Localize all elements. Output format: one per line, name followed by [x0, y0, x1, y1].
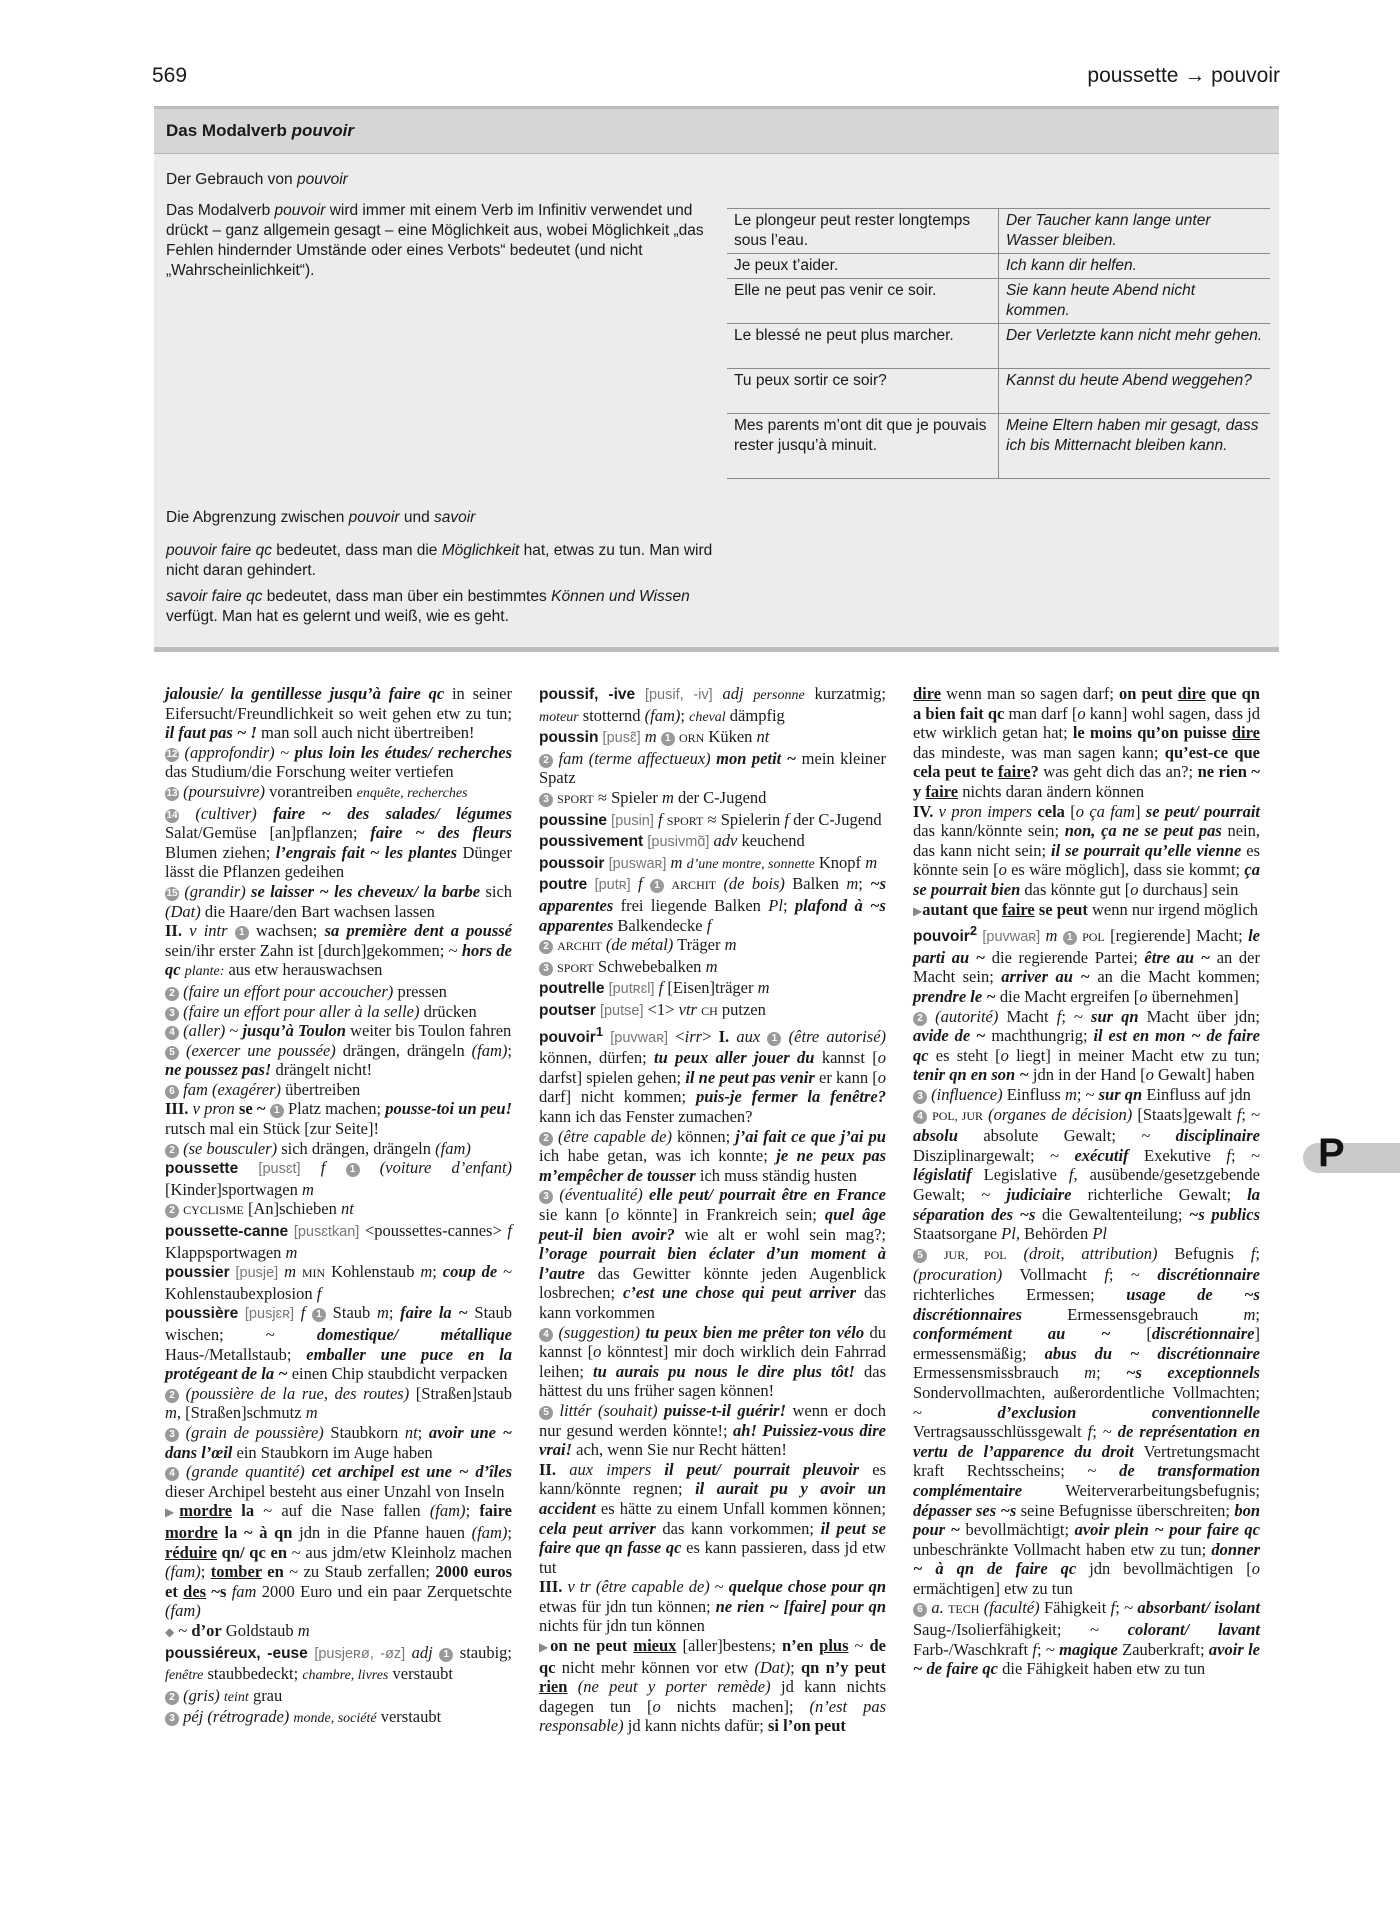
example-row: [727, 414, 1270, 479]
example-table: [727, 208, 1270, 479]
example-de: Der Taucher kann lange unter Wasser bleiben.: [999, 209, 1271, 254]
entry-sense: 4 (aller) ~ jusqu’à Toulon weiter bis Toulon fahren: [165, 1021, 512, 1041]
entry-sense: 2 (faire un effort pour accoucher) pressen: [165, 982, 512, 1002]
example-fr: Le plongeur peut rester longtemps sous l’eau.: [727, 209, 999, 254]
entry-sense: 12 (approfondir) ~ plus loin les études/ recherches das Studium/die Forschung weiter vertiefen: [165, 742, 512, 782]
entry-sense: ▶autant que faire se peut wenn nur irgend möglich: [913, 899, 1259, 919]
entry-sense: 2 fam (terme affectueux) mon petit ~ mein kleiner Spatz: [539, 748, 886, 788]
example-fr: Le blessé ne peut plus marcher.: [727, 324, 999, 369]
entry-sense: 15 (grandir) se laisser ~ les cheveux/ la barbe sich (Dat) die Haare/den Bart wachsen lassen: [165, 881, 513, 921]
example-row: [727, 369, 1270, 414]
entry-sense: 3 (faire un effort pour aller à la selle) drücken: [165, 1002, 512, 1022]
example-row: [727, 209, 1270, 254]
entry: poussif, -ive [pusif, -iv] adj personne kurzatmig; moteur stotternd (fam); cheval dämpfig: [539, 684, 887, 725]
example-fr: Je peux t’aider.: [727, 254, 999, 279]
example-row: [727, 254, 1270, 279]
entry: poussine [pusin] f SPORT ≈ Spielerin f der C-Jugend: [539, 809, 882, 829]
dictionary-column-3: [913, 684, 1260, 1679]
entry-sense: 5 (exercer une poussée) drängen, drängeln (fam); ne poussez pas! drängelt nicht!: [165, 1040, 513, 1080]
example-row: [727, 279, 1270, 324]
example-row: [727, 324, 1270, 369]
entry: poussin [pusɛ̃] m 1 ORN Küken nt: [539, 727, 770, 747]
example-de: Meine Eltern haben mir gesagt, dass ich bis Mitternacht bleiben kann.: [999, 414, 1271, 479]
entry: poutrelle [putʀɛl] f [Eisen]träger m: [539, 978, 770, 998]
entry: poussoir [puswaʀ] m d’une montre, sonnette Knopf m: [539, 852, 878, 872]
entry-sense: 5 JUR, POL (droit, attribution) Befugnis f; (procuration) Vollmacht f; ~ discrétionnaire richterliches Ermessen; usage de ~s discrétionnaires Ermessensgebrauch m; conformément au ~ [discrétionnaire] ermessensmäßig; abus du ~ discrétionnaire Ermessensmissbrauch m; ~s exceptionnels Sondervollmachten, außerordentliche Vollmachten; ~ d’exclusion conventionnelle Vertragsausschlüssgewalt f; ~ de représentation en vertu de l’apparence du droit Vertretungsmacht kraft Rechtsscheins; ~ de transformation complémentaire Weiterverarbeitungsbefugnis; dépasser ses ~s seine Befugnisse überschreiten; bon pour ~ bevollmächtigt; avoir plein ~ pour faire qc unbeschränkte Vollmacht haben etw zu tun; donner ~ à qn de faire qc jdn bevollmächtigen [o ermächtigen] etw zu tun: [913, 1243, 1261, 1598]
entry-sense: 5 littér (souhait) puisse-t-il guérir! wenn er doch nur gesund werden könnte!; ah! Puissiez-vous dire vrai! ach, wenn Sie nur Recht hätten!: [539, 1400, 886, 1460]
entry-sense: 4 (suggestion) tu peux bien me prêter ton vélo du kannst [o könntest] mir doch wirklich dein Fahrrad leihen; tu aurais pu nous le dire plus tôt! das hättest du uns früher sagen können!: [539, 1322, 887, 1401]
entry-sense: 2 (se bousculer) sich drängen, drängeln (fam): [165, 1139, 512, 1159]
entry-sense: 3 péj (rétrograde) monde, société verstaubt: [165, 1707, 512, 1729]
entry-sense: ◆ ~ d’or Goldstaub m: [165, 1620, 310, 1640]
entry-sense: 2 CYCLISME [An]schieben nt: [165, 1199, 512, 1221]
entry: poutser [putse] <1> vtr CH putzen: [539, 999, 766, 1019]
example-de: Ich kann dir helfen.: [999, 254, 1271, 279]
entry-sense: II. v intr 1 wachsen; sa première dent a poussé sein/ihr erster Zahn ist [durch]gekommen; ~ hors de qc plante: aus etw herauswachsen: [165, 921, 513, 980]
entry-sense: jalousie/ la gentillesse jusqu’à faire qc in seiner Eifersucht/Freundlichkeit so weit gehen etw zu tun; il faut pas ~ ! man soll auch nicht übertreiben!: [165, 684, 513, 743]
entry-sense: 2 (être capable de) können; j’ai fait ce que j’ai pu ich habe getan, was ich konnte; je ne peux pas m’empêcher de tousser ich muss ständig husten: [539, 1126, 886, 1185]
entry-sense: 4 (grande quantité) cet archipel est une ~ d’îles dieser Archipel besteht aus einer Unzahl von Inseln: [165, 1462, 513, 1501]
dictionary-column-1: [165, 684, 512, 1729]
info-box: [154, 106, 1279, 652]
usage-heading: Der Gebrauch von pouvoir: [166, 171, 348, 188]
distinction-1: pouvoir faire qc bedeutet, dass man die Möglichkeit hat, etwas zu tun. Man wird nicht daran gehindert.: [166, 542, 713, 579]
entry-sense: dire wenn man so sagen darf; on peut dire que qn a bien fait qc man darf [o kann] wohl sagen, dass jd etw wirklich getan hat; le moins qu’on puisse dire das mindeste, was man sagen kann; qu’est-ce que cela peut te faire? was geht dich das an?; ne rien ~ y faire nichts daran ändern können: [913, 684, 1261, 801]
entry-sense: III. v tr (être capable de) ~ quelque chose pour qn etwas für jdn tun können; ne rien ~ [faire] pour qn nichts für jdn tun können: [539, 1577, 887, 1636]
entry-sense: 2 (autorité) Macht f; ~ sur qn Macht über jdn; avide de ~ machthungrig; il est en mon ~ de faire qc es steht [o liegt] in meiner Macht etw zu tun; tenir qn en son ~ jdn in der Hand [o Gewalt] haben: [913, 1006, 1261, 1085]
entry: poussiéreux, -euse [pusjeʀø, -øz] adj 1 staubig; fenêtre staubbedeckt; chambre, livres verstaubt: [165, 1642, 513, 1684]
entry: poussier [pusje] m MIN Kohlenstaub m; coup de ~ Kohlenstaubexplosion f: [165, 1262, 513, 1303]
entry: poussivement [pusivmɑ̃] adv keuchend: [539, 831, 805, 851]
entry: poussette-canne [pusɛtkan] <poussettes-cannes> f Klappsportwagen m: [165, 1221, 513, 1262]
entry: poussière [pusjɛʀ] f 1 Staub m; faire la ~ Staub wischen; ~ domestique/ métallique Haus-/Metallstaub; emballer une puce en la protégeant de la ~ einen Chip staubdicht verpacken: [165, 1303, 512, 1384]
entry-sense: III. v pron se ~ 1 Platz machen; pousse-toi un peu! rutsch mal ein Stück [zur Seite]!: [165, 1099, 513, 1139]
entry: poussette [pusɛt] f 1 (voiture d’enfant) [Kinder]sportwagen m: [165, 1158, 513, 1199]
entry-sense: 3 SPORT ≈ Spieler m der C-Jugend: [539, 788, 886, 810]
distinction-heading: Die Abgrenzung zwischen pouvoir und savoir: [166, 509, 476, 526]
entry-sense: 6 a. TECH (faculté) Fähigkeit f; ~ absorbant/ isolant Saug-/Isolierfähigkeit; ~ colorant/ lavant Farb-/Waschkraft f; ~ magique Zauberkraft; avoir le ~ de faire qc die Fähigkeit haben etw zu tun: [913, 1598, 1261, 1679]
example-de: Der Verletzte kann nicht mehr gehen.: [999, 324, 1271, 369]
example-de: Kannst du heute Abend weggehen?: [999, 369, 1271, 414]
example-fr: Mes parents m’ont dit que je pouvais rester jusqu’à minuit.: [727, 414, 999, 479]
entry-sense: 6 fam (exagérer) übertreiben: [165, 1080, 512, 1100]
entry-sense: 13 (poursuivre) vorantreiben enquête, recherches: [166, 781, 468, 801]
entry-sense: 3 SPORT Schwebebalken m: [539, 957, 886, 979]
box-title: Das Modalverb pouvoir: [154, 109, 1279, 154]
page-number: 569: [152, 64, 188, 87]
entry-sense: 2 (gris) teint grau: [165, 1686, 512, 1708]
entry-sense: 3 (grain de poussière) Staubkorn nt; avoir une ~ dans l’œil ein Staubkorn im Auge haben: [165, 1422, 512, 1462]
entry: poutre [putʀ] f 1 ARCHIT (de bois) Balken m; ~s apparentes frei liegende Balken Pl; plafond à ~s apparentes Balkendecke f: [539, 874, 887, 935]
entry-sense: ▶on ne peut mieux [aller]bestens; n’en plus ~ de qc nicht mehr können vor etw (Dat); qn n’y peut rien (ne peut y porter remède) jd kann nichts dagegen tun [o nichts machen]; (n’est pas responsable) jd kann nichts dafür; si l’on peut: [539, 1636, 886, 1736]
running-title: poussette → pouvoir: [1087, 64, 1280, 87]
thumb-index-letter: P: [1318, 1131, 1345, 1175]
entry-sense: 2 (poussière de la rue, des routes) [Straßen]staub m, [Straßen]schmutz m: [165, 1383, 513, 1423]
dictionary-column-2: [539, 684, 886, 1736]
entry: pouvoir$^2$ [puvwaʀ] m 1 POL [regierende] Macht; le parti au ~ die regierende Partei; être au ~ an der Macht sein; arriver au ~ an die Macht kommen; prendre le ~ die Macht ergreifen [o übernehmen]: [913, 923, 1261, 1007]
example-fr: Elle ne peut pas venir ce soir.: [727, 279, 999, 324]
entry-sense: 2 ARCHIT (de métal) Träger m: [539, 935, 886, 957]
entry-sense: 4 POL, JUR (organes de décision) [Staats]gewalt f; ~ absolu absolute Gewalt; ~ disciplinaire Disziplinargewalt; ~ exécutif Exekutive f; ~ législatif Legislative f, ausübende/gesetzgebende Gewalt; ~ judiciaire richterliche Gewalt; la séparation des ~s die Gewaltenteilung; ~s publics Staatsorgane Pl, Behörden Pl: [913, 1104, 1260, 1244]
example-fr: Tu peux sortir ce soir?: [727, 369, 999, 414]
entry-sense: II. aux impers il peut/ pourrait pleuvoir es kann/könnte regnen; il aurait pu y avoir un accident es hätte zu einem Unfall kommen können; cela peut arriver das kann vorkommen; il peut se faire que qn fasse qc es kann passieren, dass jd etw tut: [539, 1459, 887, 1577]
entry-sense: 14 (cultiver) faire ~ des salades/ légumes Salat/Gemüse [an]pflanzen; faire ~ des fleurs Blumen ziehen; l’engrais fait ~ les plantes Dünger lässt die Pflanzen gedeihen: [165, 803, 513, 882]
entry: pouvoir$^1$ [puvwaʀ] <irr> I. aux 1 (être autorisé) können, dürfen; tu peux aller jouer du kannst [o darfst] spielen gehen; il ne peut pas venir er kann [o darf] nicht kommen; puis-je fermer la fenêtre? kann ich das Fenster zumachen?: [539, 1023, 887, 1127]
entry-sense: ▶mordre la ~ auf die Nase fallen (fam); faire mordre la ~ à qn jdn in die Pfanne hauen (fam); réduire qn/ qc en ~ aus jdm/etw Kleinholz machen (fam); tomber en ~ zu Staub zerfallen; 2000 euros et des ~s fam 2000 Euro und ein paar Zerquetschte (fam): [165, 1501, 513, 1621]
usage-text: Das Modalverb pouvoir wird immer mit einem Verb im Infinitiv verwendet und drückt – ganz allgemein gesagt – eine Möglichkeit aus, wobei Möglichkeit „das Fehlen hindernder Umstände oder eines Verbots“ bedeutet (und nicht „Wahrscheinlichkeit“).: [166, 202, 704, 279]
entry-sense: 3 (éventualité) elle peut/ pourrait être en France sie kann [o könnte] in Frankreich sein; quel âge peut-il bien avoir? wie alt er wohl sein mag?; l’orage pourrait bien éclater d’un moment à l’autre das Gewitter könnte jeden Augenblick losbrechen; c’est une chose qui peut arriver das kann vorkommen: [539, 1185, 887, 1322]
entry-sense: IV. v pron impers cela [o ça fam] se peut/ pourrait das kann/könnte sein; non, ça ne se peut pas nein, das kann nicht sein; il se pourrait qu’elle vienne es könnte sein [o es wäre möglich], dass sie kommt; ça se pourrait bien das könnte gut [o durchaus] sein: [913, 801, 1261, 899]
distinction-2: savoir faire qc bedeutet, dass man über ein bestimmtes Können und Wissen verfügt. Man hat es gelernt und weiß, wie es geht.: [166, 588, 690, 625]
example-de: Sie kann heute Abend nicht kommen.: [999, 279, 1271, 324]
entry-sense: 3 (influence) Einfluss m; ~ sur qn Einfluss auf jdn: [913, 1085, 1260, 1105]
